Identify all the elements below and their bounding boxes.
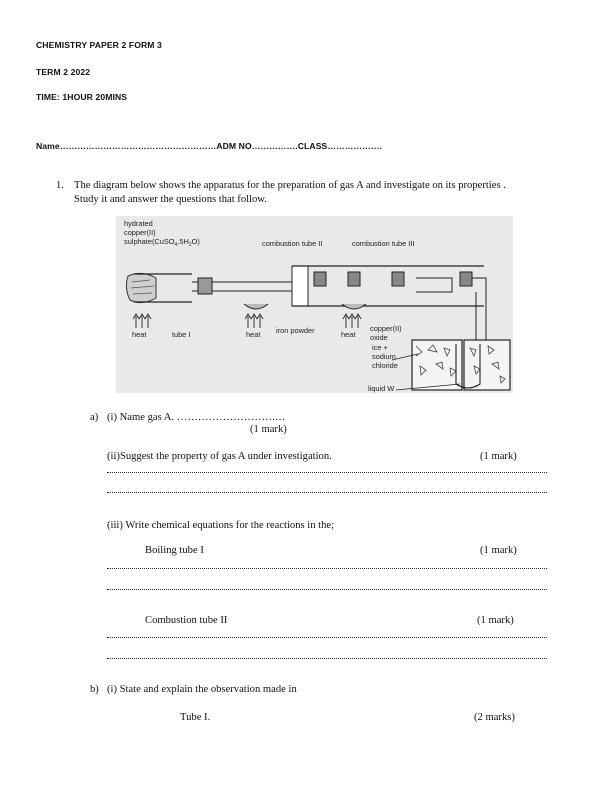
question-intro-line2: Study it and answer the questions that follow. xyxy=(74,194,267,205)
question-intro-line1: The diagram below shows the apparatus for the preparation of gas A and investigate on its properties . xyxy=(74,180,506,191)
answer-line-boiling-1[interactable] xyxy=(107,568,547,569)
combustion-tube-marks: (1 mark) xyxy=(477,615,514,626)
boiling-tube-marks: (1 mark) xyxy=(480,545,517,556)
stopper-2b xyxy=(392,272,404,286)
class-label: CLASS xyxy=(297,141,328,151)
heat-arrows-2 xyxy=(245,314,263,328)
answer-line-a-ii-1[interactable] xyxy=(107,472,547,473)
name-field[interactable]: ……………………………………………… xyxy=(59,141,217,151)
stopper-3b xyxy=(460,272,472,286)
label-tube-1: tube I xyxy=(172,330,191,339)
part-b-i-question: (i) State and explain the observation made in xyxy=(107,684,297,695)
label-hydrated-3: $sulphate(CuSO_4.5H_2O)$ xyxy=(124,237,200,248)
label-liquid-w: liquid W xyxy=(368,384,395,393)
label-heat-1: heat xyxy=(132,330,147,339)
label-ice-3: chloride xyxy=(372,361,398,370)
label-ice-2: sodium xyxy=(372,352,396,361)
part-b-tube-label: Tube I. xyxy=(180,712,211,723)
name-label: Name xyxy=(36,141,60,151)
label-combustion-2: combustion tube II xyxy=(262,239,323,248)
part-a-iii-question: (iii) Write chemical equations for the reactions in the; xyxy=(107,520,335,531)
adm-field[interactable]: ……………. xyxy=(251,141,298,151)
label-copper-oxide-2: oxide xyxy=(370,333,388,342)
part-a-label: a) xyxy=(90,412,99,423)
part-a-ii-question: (ii)Suggest the property of gas A under investigation. xyxy=(107,451,332,462)
stopper-1 xyxy=(198,278,212,294)
part-a-i-question xyxy=(107,412,285,423)
label-ice-1: ice + xyxy=(372,343,388,352)
label-heat-2: heat xyxy=(246,330,261,339)
adm-label: ADM NO xyxy=(216,141,252,151)
label-iron-powder: iron powder xyxy=(276,326,315,335)
stopper-3a xyxy=(348,272,360,286)
part-a-i-marks: (1 mark) xyxy=(250,424,287,435)
part-a-i-answer-dots[interactable]: ……………………….… xyxy=(176,412,286,423)
time-label: TIME: 1HOUR 20MINS xyxy=(36,92,128,102)
combustion-2-end xyxy=(292,266,308,306)
crystals-shape xyxy=(126,273,156,302)
answer-line-combustion-2[interactable] xyxy=(107,658,547,659)
stopper-2a xyxy=(314,272,326,286)
paper-title: CHEMISTRY PAPER 2 FORM 3 xyxy=(36,40,162,50)
answer-line-combustion-1[interactable] xyxy=(107,637,547,638)
part-b-marks: (2 marks) xyxy=(474,712,515,723)
answer-line-boiling-2[interactable] xyxy=(107,589,547,590)
beaker-2 xyxy=(464,340,510,390)
heat-arrows-3 xyxy=(343,314,361,328)
boiling-tube-label: Boiling tube I xyxy=(145,545,204,556)
label-copper-oxide-1: copper(II) xyxy=(370,324,402,333)
label-hydrated-2: copper(II) xyxy=(124,228,156,237)
combustion-tube-label: Combustion tube II xyxy=(145,615,228,626)
part-a-i-text: (i) Name gas A. xyxy=(107,412,175,423)
answer-line-a-ii-2[interactable] xyxy=(107,492,547,493)
part-a-ii-marks: (1 mark) xyxy=(480,451,517,462)
label-hydrated-1: hydrated xyxy=(124,219,153,228)
student-details-line xyxy=(36,141,382,151)
term-label: TERM 2 2022 xyxy=(36,67,91,77)
part-b-label: b) xyxy=(90,684,99,695)
label-heat-3: heat xyxy=(341,330,356,339)
apparatus-diagram xyxy=(116,216,513,393)
question-number: 1. xyxy=(56,180,64,191)
label-combustion-3: combustion tube III xyxy=(352,239,415,248)
class-field[interactable]: ………………. xyxy=(327,141,383,151)
heat-arrows-1 xyxy=(133,314,151,328)
